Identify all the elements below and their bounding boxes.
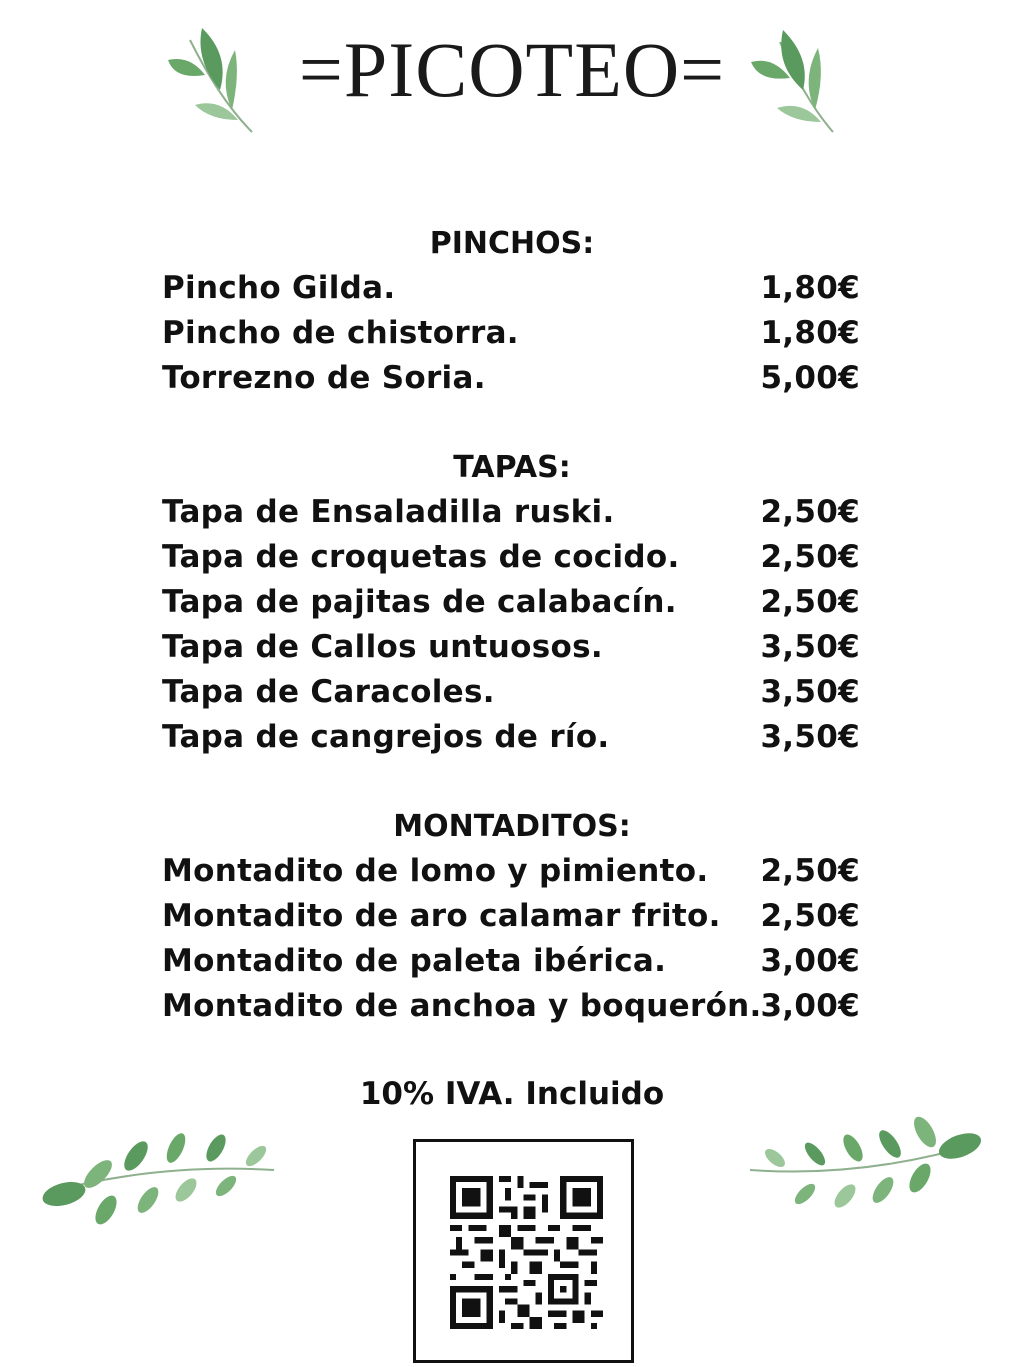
item-price: 3,00€ xyxy=(760,988,860,1024)
item-name: Torrezno de Soria. xyxy=(162,360,486,396)
section-heading-tapas: TAPAS: xyxy=(453,450,571,485)
item-name: Montadito de anchoa y boquerón. xyxy=(162,988,762,1024)
item-name: Pincho Gilda. xyxy=(162,270,396,306)
menu-title: =PICOTEO= xyxy=(298,26,726,113)
item-name: Montadito de aro calamar frito. xyxy=(162,898,721,934)
menu-item xyxy=(162,672,860,712)
item-name: Pincho de chistorra. xyxy=(162,315,519,351)
item-name: Tapa de Callos untuosos. xyxy=(162,629,603,665)
section-heading-montaditos: MONTADITOS: xyxy=(393,809,631,844)
item-price: 3,50€ xyxy=(760,629,860,665)
item-price: 2,50€ xyxy=(760,898,860,934)
item-price: 2,50€ xyxy=(760,494,860,530)
menu-item xyxy=(162,627,860,667)
item-price: 1,80€ xyxy=(760,270,860,306)
item-name: Montadito de lomo y pimiento. xyxy=(162,853,709,889)
menu-item xyxy=(162,986,860,1026)
menu-item xyxy=(162,313,860,353)
item-price: 5,00€ xyxy=(760,360,860,396)
item-price: 2,50€ xyxy=(760,584,860,620)
item-name: Tapa de croquetas de cocido. xyxy=(162,539,680,575)
menu-item xyxy=(162,717,860,757)
menu-item xyxy=(162,358,860,398)
item-name: Tapa de cangrejos de río. xyxy=(162,719,610,755)
item-name: Tapa de Ensaladilla ruski. xyxy=(162,494,615,530)
leaf-sprig-bottom-right-icon xyxy=(745,1108,990,1223)
section-heading-pinchos: PINCHOS: xyxy=(429,226,595,261)
menu-item xyxy=(162,268,860,308)
item-name: Tapa de Caracoles. xyxy=(162,674,495,710)
item-price: 2,50€ xyxy=(760,539,860,575)
menu-item xyxy=(162,896,860,936)
item-price: 3,50€ xyxy=(760,674,860,710)
tax-note: 10% IVA. Incluido xyxy=(359,1076,665,1112)
item-price: 2,50€ xyxy=(760,853,860,889)
menu-item xyxy=(162,941,860,981)
leaf-sprig-bottom-left-icon xyxy=(36,1118,281,1233)
menu-item xyxy=(162,582,860,622)
menu-item xyxy=(162,537,860,577)
menu-item xyxy=(162,492,860,532)
item-price: 1,80€ xyxy=(760,315,860,351)
menu-item xyxy=(162,851,860,891)
qr-code[interactable] xyxy=(413,1139,634,1363)
qr-code-icon xyxy=(450,1176,603,1329)
item-price: 3,00€ xyxy=(760,943,860,979)
item-name: Montadito de paleta ibérica. xyxy=(162,943,667,979)
item-price: 3,50€ xyxy=(760,719,860,755)
item-name: Tapa de pajitas de calabacín. xyxy=(162,584,677,620)
